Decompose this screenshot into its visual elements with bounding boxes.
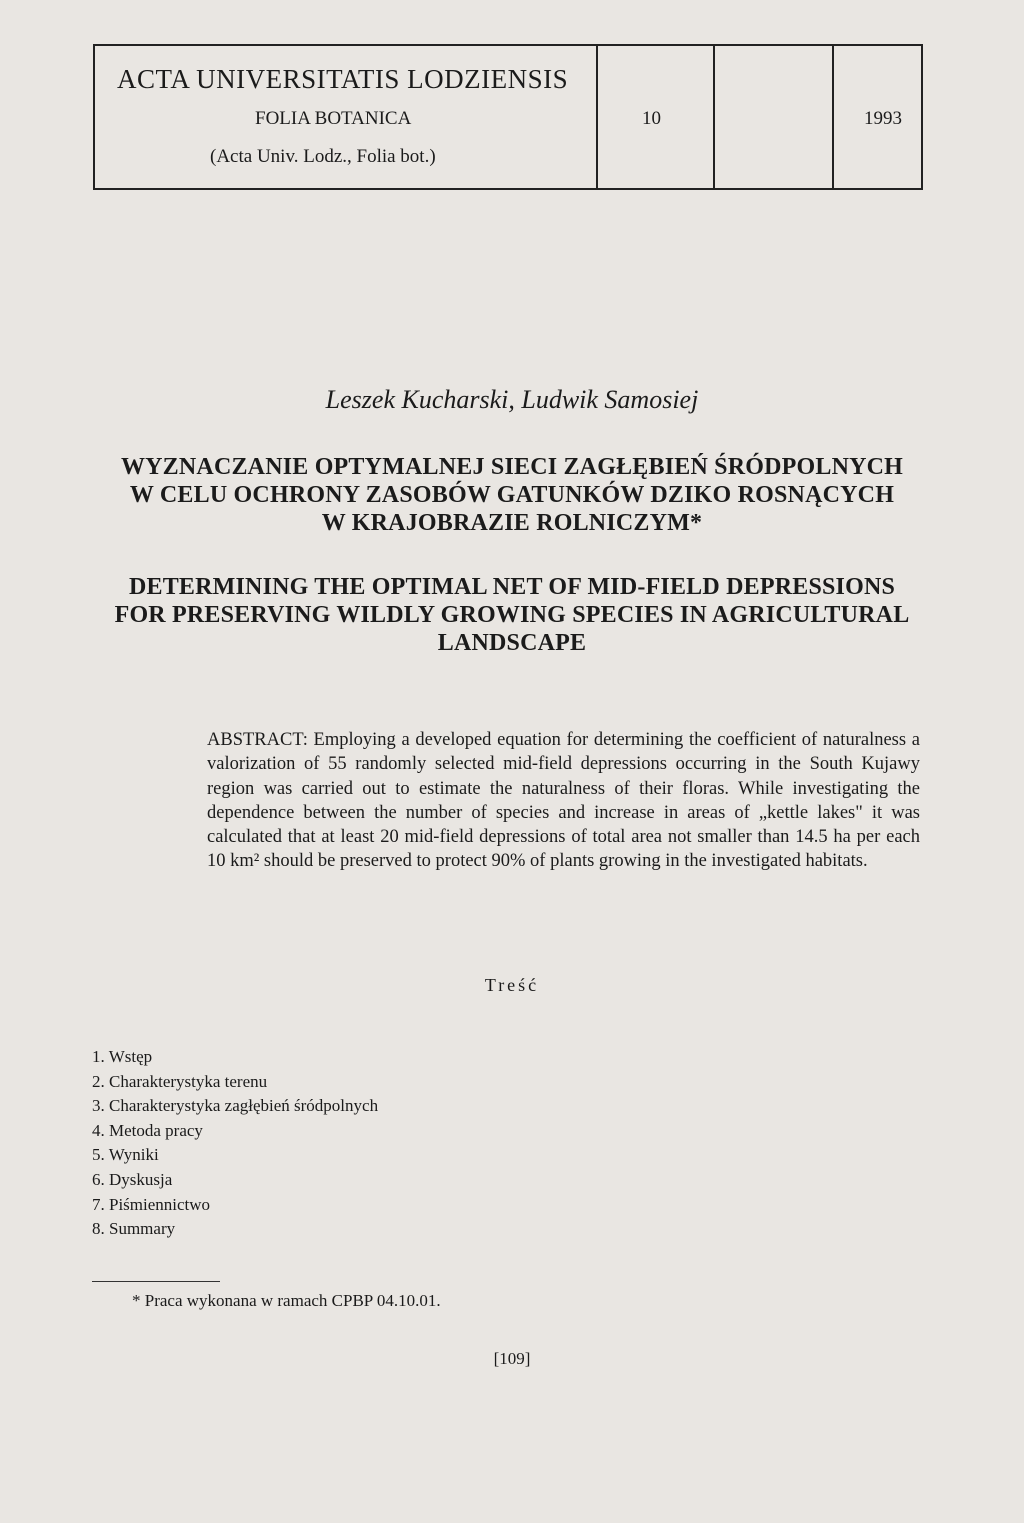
title-english	[80, 573, 944, 657]
journal-name: ACTA UNIVERSITATIS LODZIENSIS	[117, 64, 569, 94]
table-of-contents	[92, 1045, 378, 1242]
empty-cell	[715, 46, 834, 188]
title-line: WYZNACZANIE OPTYMALNEJ SIECI ZAGŁĘBIEŃ ŚRÓDPOLNYCH	[120, 454, 904, 480]
year-cell	[834, 46, 921, 188]
toc-item: 5. Wyniki	[92, 1145, 159, 1165]
footnote: * Praca wykonana w ramach CPBP 04.10.01.	[132, 1291, 441, 1310]
volume-cell	[598, 46, 715, 188]
toc-heading: Treść	[484, 975, 540, 995]
toc-item: 6. Dyskusja	[92, 1169, 173, 1189]
title-line: DETERMINING THE OPTIMAL NET OF MID-FIELD DEPRESSIONS	[128, 574, 896, 600]
toc-item: 1. Wstęp	[92, 1047, 153, 1066]
page-number: [109]	[493, 1349, 531, 1368]
footnote-divider	[92, 1281, 220, 1282]
volume-number: 10	[642, 108, 661, 129]
title-line: W CELU OCHRONY ZASOBÓW GATUNKÓW DZIKO ROSNĄCYCH	[129, 482, 895, 508]
journal-abbreviation: (Acta Univ. Lodz., Folia bot.)	[210, 146, 436, 167]
journal-title-cell	[95, 46, 598, 188]
journal-header-box	[93, 44, 923, 190]
title-polish	[80, 453, 944, 537]
toc-item: 3. Charakterystyka zagłębień śródpolnych	[92, 1096, 379, 1116]
toc-item: 2. Charakterystyka terenu	[92, 1071, 268, 1091]
authors: Leszek Kucharski, Ludwik Samosiej	[325, 385, 699, 414]
publication-year: 1993	[864, 108, 902, 129]
title-line: W KRAJOBRAZIE ROLNICZYM*	[321, 510, 703, 536]
abstract: ABSTRACT: Employing a developed equation for determining the coefficient of naturalness a valorization of 55 randomly selected mid-field depressions occurring in the South Kujawy region was carried out to estimate the naturalness of their floras. While investigating the dependence between the number of species and increase in areas of „kettle lakes" it was calculated that at least 20 mid-field depressions of total area not smaller than 14.5 ha per each 10 km² should be preserved to protect 90% of plants growing in the investigated habitats.	[207, 730, 920, 872]
toc-item: 8. Summary	[92, 1219, 176, 1239]
toc-item: 4. Metoda pracy	[92, 1120, 203, 1140]
series-name: FOLIA BOTANICA	[255, 108, 412, 129]
toc-item: 7. Piśmiennictwo	[92, 1194, 211, 1214]
title-line: FOR PRESERVING WILDLY GROWING SPECIES IN AGRICULTURAL	[114, 602, 910, 628]
title-line: LANDSCAPE	[437, 630, 587, 656]
